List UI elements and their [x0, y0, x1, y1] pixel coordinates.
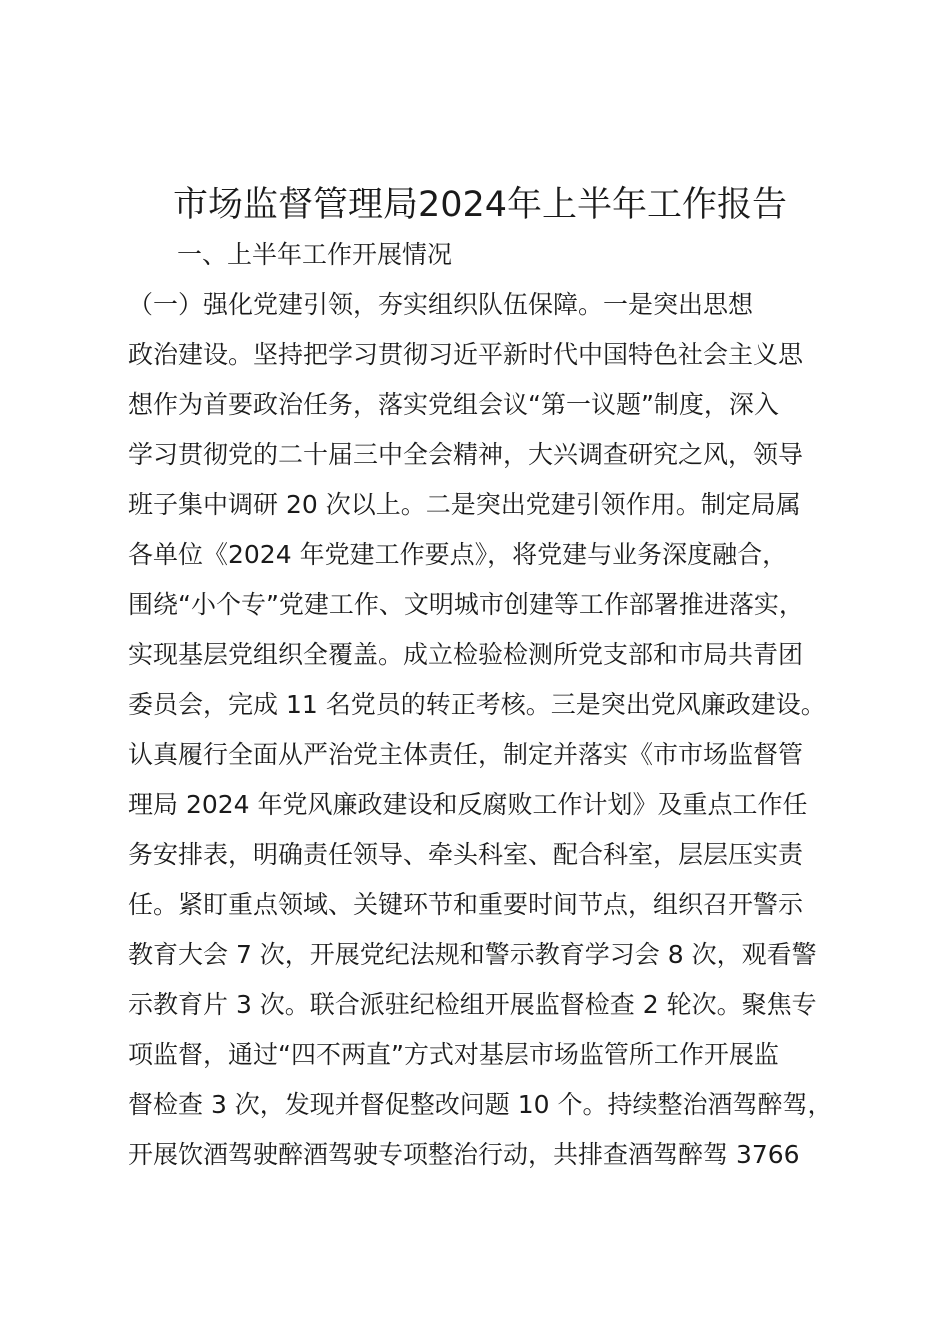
body-line: 项监督，通过“四不两直”方式对基层市场监管所工作开展监	[128, 1040, 779, 1069]
body-paragraph	[128, 280, 868, 1180]
body-line: 务安排表，明确责任领导、牵头科室、配合科室，层层压实责	[128, 840, 804, 869]
body-line: 围绕“小个专”党建工作、文明城市创建等工作部署推进落实，	[128, 590, 804, 619]
section-heading: 一、上半年工作开展情况	[177, 240, 453, 269]
body-line: 任。紧盯重点领域、关键环节和重要时间节点，组织召开警示	[128, 890, 804, 919]
body-line: 委员会，完成 11 名党员的转正考核。三是突出党风廉政建设。	[128, 690, 826, 719]
body-line: 认真履行全面从严治党主体责任，制定并落实《市市场监督管	[128, 740, 804, 769]
body-line: 督检查 3 次，发现并督促整改问题 10 个。持续整治酒驾醉驾，	[128, 1090, 833, 1119]
body-line: 各单位《2024 年党建工作要点》，将党建与业务深度融合，	[128, 540, 788, 569]
body-line: 理局 2024 年党风廉政建设和反腐败工作计划》及重点工作任	[128, 790, 808, 819]
body-line: 学习贯彻党的二十届三中全会精神，大兴调查研究之风，领导	[128, 440, 804, 469]
body-line: 教育大会 7 次，开展党纪法规和警示教育学习会 8 次，观看警	[128, 940, 817, 969]
body-line: 示教育片 3 次。联合派驻纪检组开展监督检查 2 轮次。聚焦专	[128, 990, 817, 1019]
body-line: 政治建设。坚持把学习贯彻习近平新时代中国特色社会主义思	[128, 340, 804, 369]
body-line: （一）强化党建引领，夯实组织队伍保障。一是突出思想	[128, 290, 754, 319]
body-line: 班子集中调研 20 次以上。二是突出党建引领作用。制定局属	[128, 490, 801, 519]
body-line: 实现基层党组织全覆盖。成立检验检测所党支部和市局共青团	[128, 640, 804, 669]
document-title: 市场监督管理局2024年上半年工作报告	[172, 185, 788, 225]
body-line: 开展饮酒驾驶醉酒驾驶专项整治行动，共排查酒驾醉驾 3766	[128, 1140, 800, 1169]
body-line: 想作为首要政治任务，落实党组会议“第一议题”制度，深入	[128, 390, 779, 419]
